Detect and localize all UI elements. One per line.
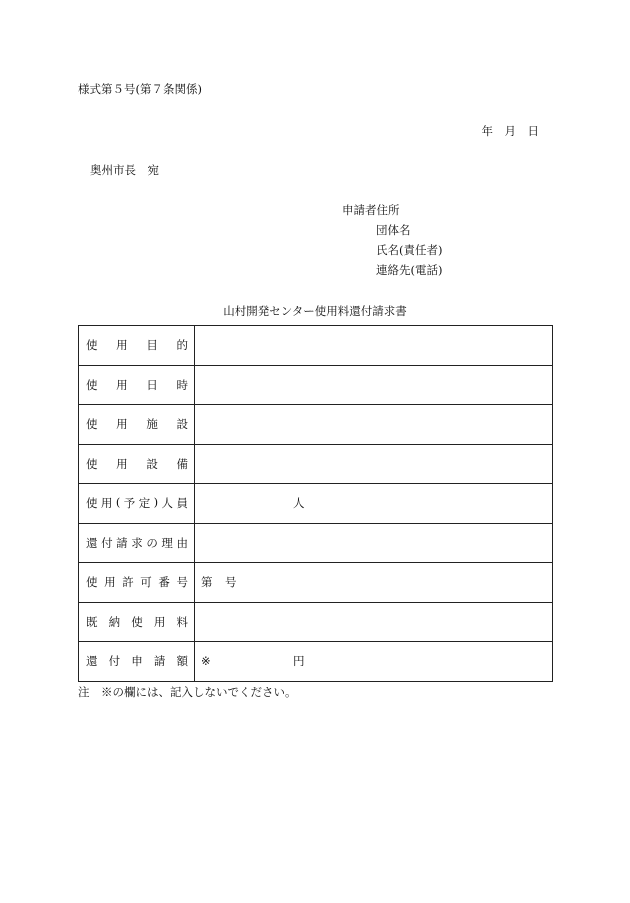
label-char: 号 [176,575,188,590]
label-char: 的 [176,338,188,353]
label-char: 人 [161,496,174,511]
label-char: 設 [176,417,188,432]
row-label [79,405,195,445]
label-char: 用 [116,456,128,471]
form-table [78,325,553,682]
label-char: 用 [116,417,128,432]
value-prefix: ※ [201,654,211,669]
label-char: 使 [86,417,98,432]
label-char: 付 [108,654,121,669]
label-char: 設 [146,456,158,471]
row-label [79,326,195,366]
addressee: 奥州市長 宛 [90,163,159,177]
table-row [79,365,553,405]
date-line: 年 月 日 [481,124,539,138]
row-label [79,444,195,484]
table-row [79,405,553,445]
row-label [79,642,195,682]
row-value-field[interactable] [195,602,553,642]
table-row [79,602,553,642]
table-row [79,484,553,524]
row-value-field[interactable] [195,326,553,366]
label-char: ( [115,495,121,510]
applicant-name-label: 氏名(責任者) [376,243,443,257]
label-char: 請 [153,654,166,669]
row-value-field[interactable] [195,405,553,445]
label-char: 員 [176,496,188,511]
label-char: 定 [138,496,151,511]
label-char: 番 [158,575,170,590]
footnote: 注 ※の欄には、記入しないでください。 [78,685,297,699]
label-char: 使 [86,496,98,511]
value-prefix: 第 [201,575,213,590]
label-char: 日 [146,377,158,392]
label-char: 使 [131,614,143,629]
row-value-field[interactable] [195,642,553,682]
label-char: 施 [146,417,158,432]
label-char: 請 [116,535,128,550]
label-char: 理 [161,535,173,550]
label-char: 用 [100,496,113,511]
value-unit: 円 [293,654,305,669]
table-row [79,326,553,366]
row-value-field[interactable] [195,444,553,484]
table-row [79,642,553,682]
table-row [79,563,553,603]
value-suffix: 号 [225,575,237,590]
row-value-field[interactable] [195,484,553,524]
table-row [79,523,553,563]
label-char: 使 [86,338,98,353]
form-number-label: 様式第５号(第７条関係) [78,82,202,96]
label-char: 備 [176,456,188,471]
label-char: 時 [176,377,188,392]
label-char: 使 [86,456,98,471]
row-label [79,563,195,603]
label-char: 用 [104,575,116,590]
applicant-address-label: 申請者住所 [342,203,400,217]
row-value-field[interactable] [195,365,553,405]
label-char: の [146,535,158,550]
applicant-contact-label: 連絡先(電話) [376,263,443,277]
row-value-field[interactable] [195,523,553,563]
label-char: 付 [101,535,113,550]
label-char: 求 [131,535,143,550]
label-char: 目 [146,338,158,353]
label-char: 使 [86,575,98,590]
label-char: 許 [122,575,134,590]
row-label [79,365,195,405]
label-char: 既 [86,614,98,629]
label-char: 料 [176,614,188,629]
label-char: ) [153,495,159,510]
label-char: 申 [131,654,143,669]
label-char: 額 [176,654,188,669]
row-label [79,523,195,563]
label-char: 由 [176,535,188,550]
label-char: 使 [86,377,98,392]
label-char: 予 [123,496,136,511]
label-char: 還 [86,654,98,669]
label-char: 用 [153,614,166,629]
table-row [79,444,553,484]
value-unit: 人 [293,496,305,511]
label-char: 還 [86,535,98,550]
label-char: 用 [116,377,128,392]
row-label [79,484,195,524]
document-title: 山村開発センター使用料還付請求書 [223,304,407,318]
applicant-group-label: 団体名 [376,223,411,237]
label-char: 用 [116,338,128,353]
row-value-field[interactable] [195,563,553,603]
row-label [79,602,195,642]
label-char: 納 [108,614,121,629]
label-char: 可 [140,575,152,590]
